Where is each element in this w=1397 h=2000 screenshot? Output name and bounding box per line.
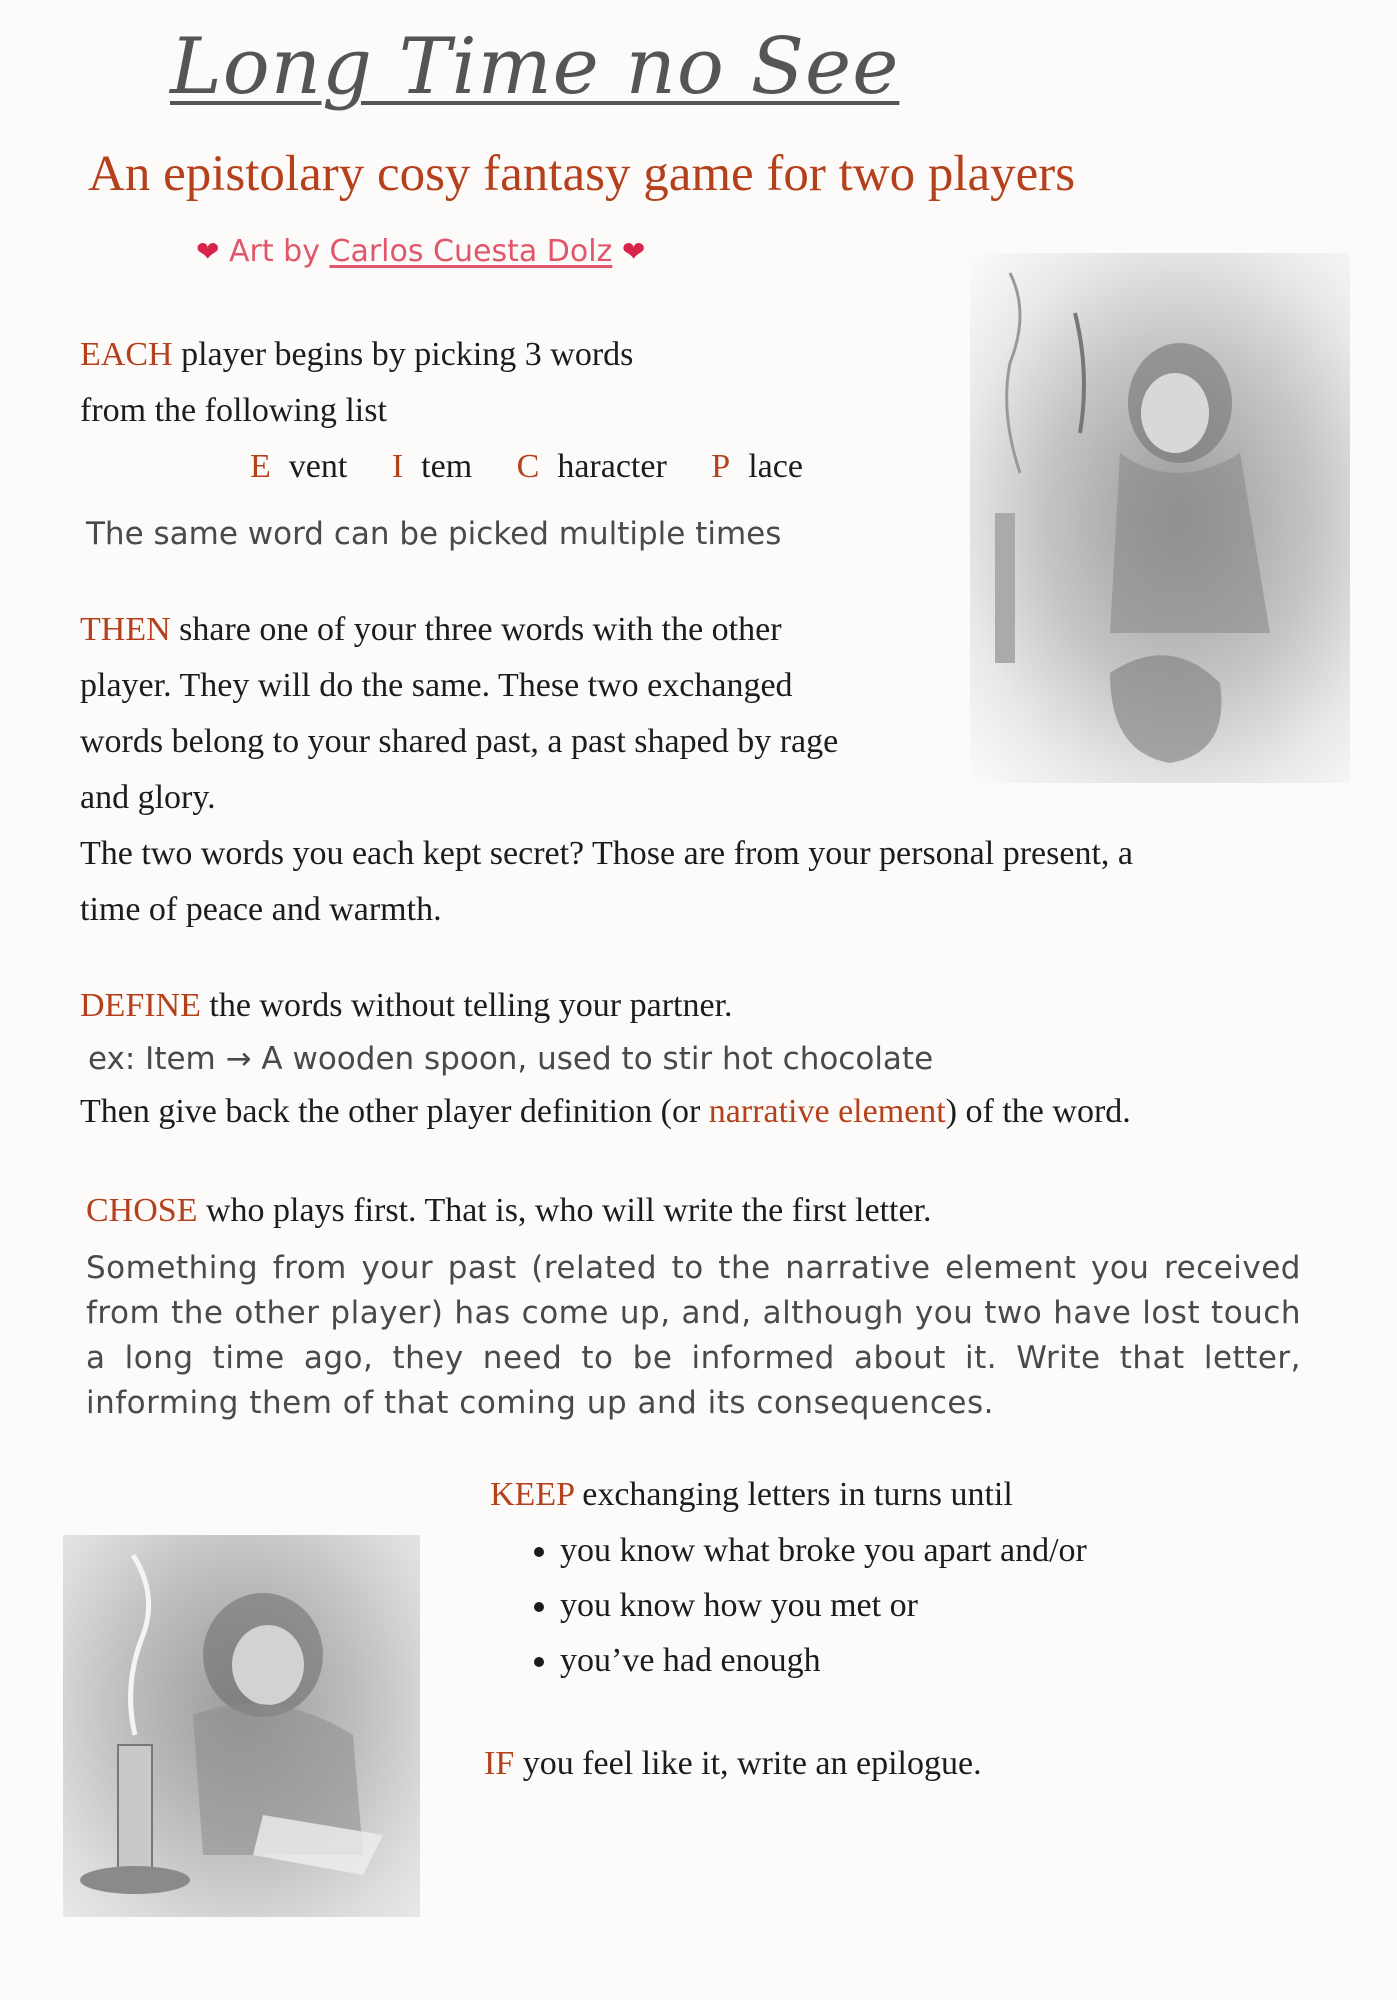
illustration-woman-writing [970, 253, 1350, 783]
then-text-2: player. They will do the same. These two exchanged [80, 667, 793, 704]
define-keyword: DEFINE [80, 987, 201, 1024]
credit-prefix: Art by [229, 234, 330, 269]
each-keyword: EACH [80, 336, 173, 373]
artist-link[interactable]: Carlos Cuesta Dolz [329, 234, 613, 269]
list-item: • you’ve had enough [560, 1633, 1310, 1688]
then-text-1: share one of your three words with the other [170, 611, 782, 648]
word-list [250, 448, 839, 486]
define-text-2a: Then give back the other player definition (or [80, 1093, 709, 1130]
sparkling-heart-icon: ❤ [196, 235, 220, 268]
define-text-1: the words without telling your partner. [200, 987, 733, 1024]
keep-block [490, 1467, 1310, 1688]
define-block [80, 978, 1330, 1140]
then-text-6: time of peace and warmth. [80, 891, 442, 928]
if-line [484, 1736, 982, 1792]
if-keyword: IF [484, 1745, 515, 1782]
keep-conditions-list [490, 1523, 1310, 1688]
each-text-1: player begins by picking 3 words [172, 336, 634, 373]
illustration-man-writing [63, 1535, 420, 1917]
then-block-2 [80, 826, 1330, 938]
define-highlight: narrative element [708, 1093, 946, 1130]
each-text-2: from the following list [80, 392, 387, 429]
keep-text-1: exchanging letters in turns until [573, 1476, 1013, 1513]
if-text-1: you feel like it, write an epilogue. [514, 1745, 982, 1782]
define-example: ex: Item → A wooden spoon, used to stir hot chocolate [88, 1041, 934, 1077]
then-block [80, 602, 980, 826]
chose-line [86, 1183, 1326, 1239]
keep-keyword: KEEP [490, 1476, 574, 1513]
word-item: I tem [391, 448, 473, 485]
then-text-5: The two words you each kept secret? Those are from your personal present, a [80, 835, 1133, 872]
then-text-3: words belong to your shared past, a past shaped by rage [80, 723, 839, 760]
game-title: Long Time no See [170, 22, 900, 112]
game-subtitle: An epistolary cosy fantasy game for two players [88, 146, 1076, 202]
word-character: C haracter [516, 448, 667, 485]
word-event: E vent [250, 448, 348, 485]
then-text-4: and glory. [80, 779, 216, 816]
define-text-2b: ) of the word. [945, 1093, 1131, 1130]
each-note: The same word can be picked multiple times [86, 516, 782, 552]
sparkling-heart-icon: ❤ [621, 235, 646, 268]
art-credit [196, 234, 645, 269]
word-place: P lace [711, 448, 803, 485]
list-item: • you know how you met or [560, 1578, 1310, 1633]
then-keyword: THEN [80, 611, 171, 648]
chose-hand-text: Something from your past (related to the narrative element you received from the other player) has come up, and, although you two have lost touch a long time ago, they need to be informed about it. Write that letter, informing them of that coming up and its consequences. [86, 1250, 1301, 1421]
chose-keyword: CHOSE [86, 1192, 198, 1229]
list-item: • you know what broke you apart and/or [560, 1523, 1310, 1578]
chose-text-1: who plays first. That is, who will write the first letter. [197, 1192, 932, 1229]
each-line-1 [80, 327, 633, 383]
